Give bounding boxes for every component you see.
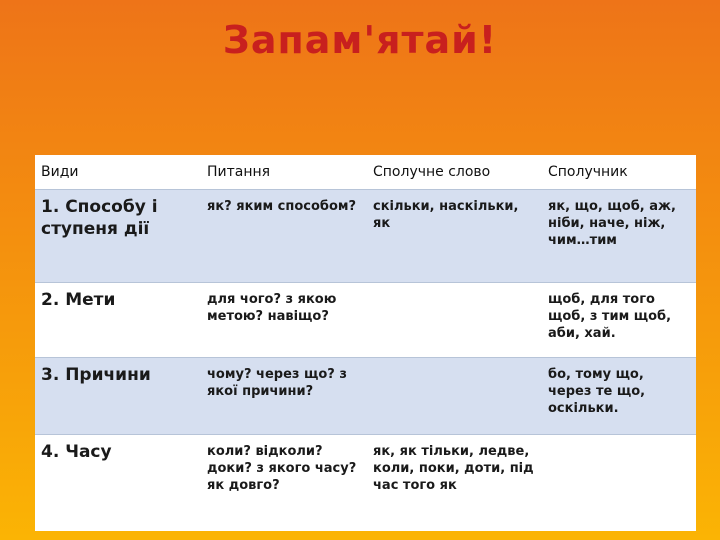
- table-cell-kind: 2. Мети: [35, 283, 201, 358]
- header-cell-conjunction: Сполучник: [542, 155, 696, 190]
- table-cell-question: для чого? з якою метою? навіщо?: [201, 283, 367, 358]
- page-title: Запам'ятай!: [222, 18, 498, 62]
- table-cell-conjunction: бо, тому що, через те що, оскільки.: [542, 358, 696, 435]
- table-cell-question: чому? через що? з якої причини?: [201, 358, 367, 435]
- grammar-table: [35, 155, 696, 522]
- table-row: [35, 190, 696, 283]
- table-cell-kind: 4. Часу: [35, 435, 201, 532]
- table-cell-kind: 3. Причини: [35, 358, 201, 435]
- table-cell-kind: 1. Способу і ступеня дії: [35, 190, 201, 283]
- table-cell-conjunctive-word: як, як тільки, ледве, коли, поки, доти, під час того як: [367, 435, 542, 532]
- table-header-row: [35, 155, 696, 190]
- table-cell-conjunctive-word: [367, 283, 542, 358]
- table-cell-conjunction: як, що, щоб, аж, ніби, наче, ніж, чим…тим: [542, 190, 696, 283]
- table-row: [35, 283, 696, 358]
- header-cell-question: Питання: [201, 155, 367, 190]
- table-cell-conjunction: [542, 435, 696, 532]
- header-cell-kinds: Види: [35, 155, 201, 190]
- table-cell-question: коли? відколи? доки? з якого часу? як довго?: [201, 435, 367, 532]
- table-cell-conjunctive-word: [367, 358, 542, 435]
- table-cell-conjunctive-word: скільки, наскільки, як: [367, 190, 542, 283]
- table-row: [35, 435, 696, 532]
- table-row: [35, 358, 696, 435]
- header-cell-conjunctive-word: Сполучне слово: [367, 155, 542, 190]
- table-cell-conjunction: щоб, для того щоб, з тим щоб, аби, хай.: [542, 283, 696, 358]
- table-cell-question: як? яким способом?: [201, 190, 367, 283]
